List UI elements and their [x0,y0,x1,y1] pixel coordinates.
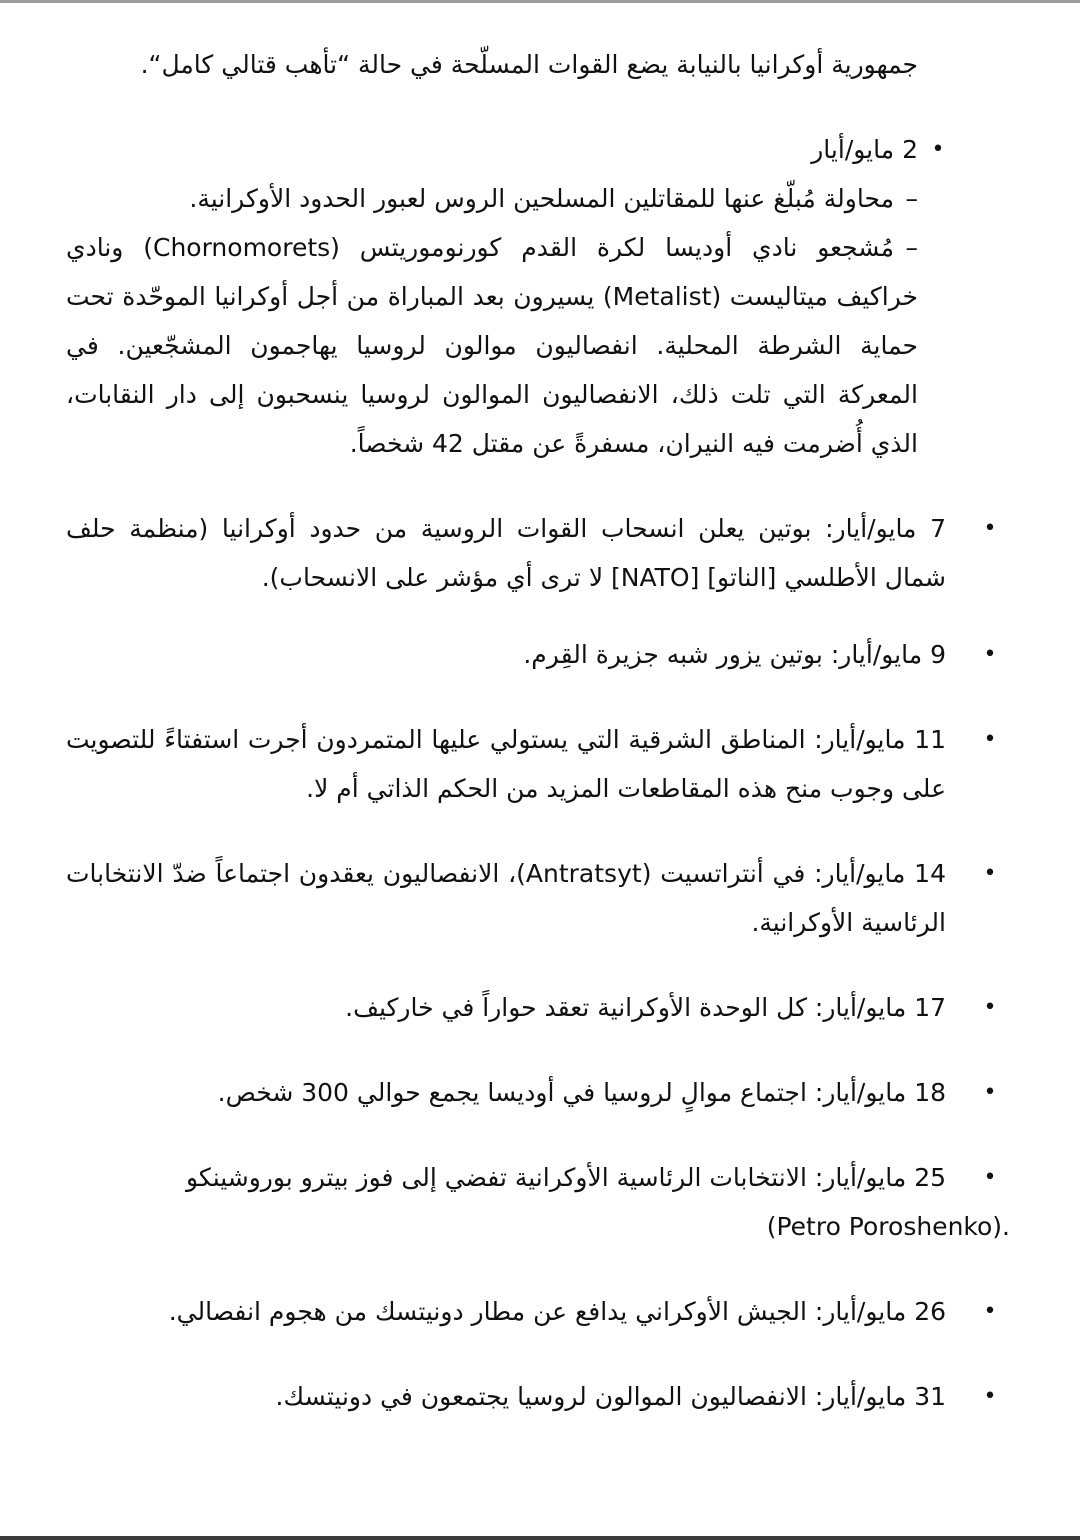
bullet: • [931,137,945,162]
timeline-entry-may-25 [66,1153,1010,1251]
entry-text: 25 مايو/أيار: الانتخابات الرئاسية الأوكرانية تفضي إلى فوز بيترو بوروشينكو [185,1163,946,1192]
bullet: • [983,642,997,667]
document-page [66,30,1010,1421]
timeline-entry-may-2 [66,125,945,468]
bottom-border [0,1536,1080,1540]
entry-text: 7 مايو/أيار: بوتين يعلن انسحاب القوات الروسية من حدود أوكرانيا (منظمة حلف شمال الأطلسي [الناتو] [NATO] لا ترى أي مؤشر على الانسحاب). [66,514,946,592]
dash: – [905,233,918,262]
bullet: • [983,861,997,886]
entry-text: 18 مايو/أيار: اجتماع موالٍ لروسيا في أوديسا يجمع حوالي 300 شخص. [217,1078,946,1107]
dash: – [905,184,918,213]
bullet: • [983,995,997,1020]
bullet: • [983,1165,997,1190]
bullet: • [983,727,997,752]
timeline-entry-may-18 [66,1068,997,1117]
top-border [0,0,1080,3]
timeline-entry-may-17 [66,983,997,1032]
entry-text: 17 مايو/أيار: كل الوحدة الأوكرانية تعقد حواراً في خاركيف. [345,993,946,1022]
timeline-entry-may-14 [66,849,997,947]
entry-text: 11 مايو/أيار: المناطق الشرقية التي يستولي عليها المتمردون أجرت استفتاءً للتصويت على وجوب منح هذه المقاطعات المزيد من الحكم الذاتي أم لا. [66,725,946,803]
intro-paragraph: جمهورية أوكرانيا بالنيابة يضع القوات المسلّحة في حالة “تأهب قتالي كامل“. [140,50,918,79]
entry-text: 9 مايو/أيار: بوتين يزور شبه جزيرة القِرم. [523,640,946,669]
entry-text: 26 مايو/أيار: الجيش الأوكراني يدافع عن مطار دونيتسك من هجوم انفصالي. [168,1297,946,1326]
sub-item [66,174,918,223]
timeline-entry-may-9 [66,630,997,679]
entry-date: 2 مايو/أيار [811,135,918,164]
timeline-entry-may-7 [66,504,997,602]
bullet: • [983,1080,997,1105]
bullet: • [983,1384,997,1409]
entry-text-tail: (Petro Poroshenko). [766,1212,1010,1241]
timeline-entry-may-26 [66,1287,997,1336]
bullet: • [983,1299,997,1324]
sub-item-text: مُشجعو نادي أوديسا لكرة القدم كورنوموريتس (Chornomorets) ونادي خراكيف ميتاليست (Metalist) يسيرون بعد المباراة من أجل أوكرانيا الموحّدة تحت حماية الشرطة المحلية. انفصاليون موالون لروسيا يهاجمون المشجّعين. في المعركة التي تلت ذلك، الانفصاليون الموالون لروسيا ينسحبون إلى دار النقابات، الذي أُضرمت فيه النيران، مسفرةً عن مقتل 42 شخصاً. [66,233,918,458]
entry-text: 31 مايو/أيار: الانفصاليون الموالون لروسيا يجتمعون في دونيتسك. [275,1382,946,1411]
timeline-entry-may-11 [66,715,997,813]
timeline-entry-may-31 [66,1372,997,1421]
entry-text: 14 مايو/أيار: في أنتراتسيت (Antratsyt)، الانفصاليون يعقدون اجتماعاً ضدّ الانتخابات الرئاسية الأوكرانية. [66,859,946,937]
sub-item [66,223,918,468]
bullet: • [983,516,997,541]
sub-item-text: محاولة مُبلّغ عنها للمقاتلين المسلحين الروس لعبور الحدود الأوكرانية. [189,184,894,213]
